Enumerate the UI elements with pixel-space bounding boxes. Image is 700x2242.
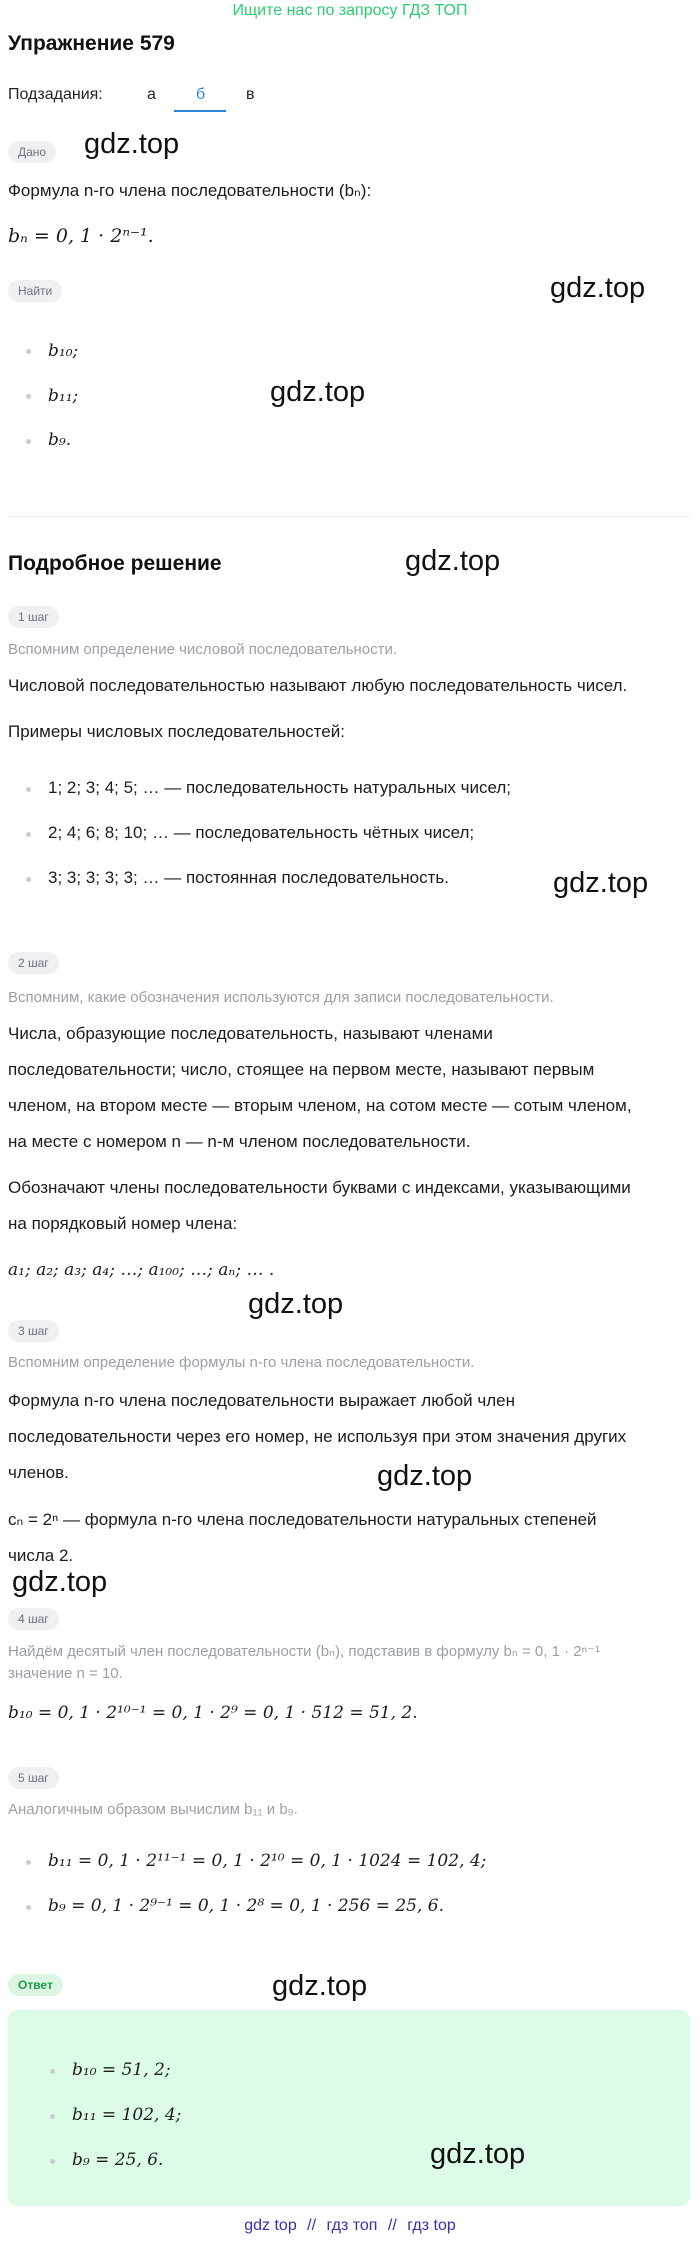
step-pill: 3 шаг xyxy=(8,1320,59,1342)
page-title: Упражнение 579 xyxy=(8,32,175,55)
step-list-item: 1; 2; 3; 4; 5; … — последовательность натуральных чисел; xyxy=(48,778,512,797)
step-paragraph: Примеры числовых последовательностей: xyxy=(8,722,345,741)
find-pill: Найти xyxy=(8,280,62,302)
tab-b[interactable]: б xyxy=(196,86,206,103)
step-paragraph-line: Обозначают члены последовательности буквами с индексами, указывающими xyxy=(8,1178,631,1197)
step-pill: 2 шаг xyxy=(8,952,59,974)
given-formula: bₙ = 0, 1 · 2ⁿ⁻¹. xyxy=(8,225,154,247)
footer-links xyxy=(0,2217,700,2235)
watermark: gdz.top xyxy=(550,272,646,304)
answer-item: b₁₁ = 102, 4; xyxy=(72,2105,182,2125)
list-bullet xyxy=(50,2114,55,2119)
step-paragraph-line: на порядковый номер члена: xyxy=(8,1214,238,1233)
given-pill: Дано xyxy=(8,141,56,163)
step-paragraph-line: cₙ = 2ⁿ — формула n-го члена последовательности натуральных степеней xyxy=(8,1510,597,1529)
step-hint: Вспомним, какие обозначения используются для записи последовательности. xyxy=(8,989,554,1006)
watermark: gdz.top xyxy=(405,545,501,577)
step-paragraph-line: членом, на втором месте — вторым членом, на сотом месте — сотым членом, xyxy=(8,1096,632,1115)
step-paragraph-line: последовательности; число, стоящее на первом месте, называют первым xyxy=(8,1060,595,1079)
list-bullet xyxy=(26,787,31,792)
step-list-item: b₉ = 0, 1 · 2⁹⁻¹ = 0, 1 · 2⁸ = 0, 1 · 256 = 25, 6. xyxy=(48,1896,445,1916)
list-bullet xyxy=(26,439,31,444)
footer-link[interactable]: гдз топ xyxy=(326,2217,378,2234)
step-hint: Найдём десятый член последовательности (bₙ), подставив в формулу bₙ = 0, 1 · 2ⁿ⁻¹ xyxy=(8,1643,600,1660)
step-list-item: b₁₁ = 0, 1 · 2¹¹⁻¹ = 0, 1 · 2¹⁰ = 0, 1 · 1024 = 102, 4; xyxy=(48,1851,487,1871)
step-pill: 1 шаг xyxy=(8,606,59,628)
list-bullet xyxy=(26,1860,31,1865)
step-hint: значение n = 10. xyxy=(8,1665,123,1682)
watermark: gdz.top xyxy=(553,867,649,899)
step-hint: Вспомним определение числовой последовательности. xyxy=(8,641,398,658)
step-formula: b₁₀ = 0, 1 · 2¹⁰⁻¹ = 0, 1 · 2⁹ = 0, 1 · 512 = 51, 2. xyxy=(8,1703,418,1723)
active-tab-underline xyxy=(174,110,226,112)
tab-v[interactable]: в xyxy=(246,86,255,103)
footer-link[interactable]: gdz top xyxy=(244,2217,297,2234)
step-paragraph-line: на месте с номером n — n-м членом последовательности. xyxy=(8,1132,471,1151)
find-item: b₉. xyxy=(48,430,72,450)
tab-a[interactable]: а xyxy=(147,86,156,103)
sequence-notation: a₁; a₂; a₃; a₄; …; a₁₀₀; …; aₙ; … . xyxy=(8,1260,275,1280)
watermark: gdz.top xyxy=(270,376,366,408)
step-list-item: 3; 3; 3; 3; 3; … — постоянная последовательность. xyxy=(48,868,449,887)
top-banner[interactable]: Ищите нас по запросу ГДЗ ТОП xyxy=(232,2,468,19)
watermark: gdz.top xyxy=(248,1288,344,1320)
list-bullet xyxy=(26,832,31,837)
step-pill: 5 шаг xyxy=(8,1767,59,1789)
step-paragraph-line: Числа, образующие последовательность, называют членами xyxy=(8,1024,493,1043)
watermark: gdz.top xyxy=(84,128,180,160)
step-paragraph-line: числа 2. xyxy=(8,1546,74,1565)
solution-title: Подробное решение xyxy=(8,552,222,575)
footer-separator: // xyxy=(387,2217,397,2234)
watermark: gdz.top xyxy=(272,1970,368,2002)
answer-pill: Ответ xyxy=(8,1974,63,1996)
find-item: b₁₁; xyxy=(48,386,79,406)
find-item: b₁₀; xyxy=(48,341,79,361)
list-bullet xyxy=(26,877,31,882)
given-formula-intro: Формула n-го члена последовательности (bₙ): xyxy=(8,181,372,200)
watermark: gdz.top xyxy=(12,1566,108,1598)
footer-separator: // xyxy=(307,2217,317,2234)
watermark: gdz.top xyxy=(377,1460,473,1492)
list-bullet xyxy=(50,2159,55,2164)
divider xyxy=(8,516,690,517)
step-paragraph-line: членов. xyxy=(8,1463,69,1482)
step-hint: Вспомним определение формулы n-го члена последовательности. xyxy=(8,1354,475,1371)
list-bullet xyxy=(50,2069,55,2074)
step-list-item: 2; 4; 6; 8; 10; … — последовательность чётных чисел; xyxy=(48,823,475,842)
subtasks-label: Подзадания: xyxy=(8,86,103,103)
list-bullet xyxy=(26,394,31,399)
step-pill: 4 шаг xyxy=(8,1608,59,1630)
step-hint: Аналогичным образом вычислим b₁₁ и b₉. xyxy=(8,1801,298,1818)
answer-item: b₁₀ = 51, 2; xyxy=(72,2060,171,2080)
watermark: gdz.top xyxy=(430,2138,526,2170)
step-paragraph-line: последовательности через его номер, не используя при этом значения других xyxy=(8,1427,627,1446)
footer-link[interactable]: гдз top xyxy=(407,2217,456,2234)
step-paragraph: Числовой последовательностью называют любую последовательность чисел. xyxy=(8,676,628,695)
step-paragraph-line: Формула n-го члена последовательности выражает любой член xyxy=(8,1391,516,1410)
list-bullet xyxy=(26,349,31,354)
list-bullet xyxy=(26,1905,31,1910)
answer-item: b₉ = 25, 6. xyxy=(72,2150,164,2170)
